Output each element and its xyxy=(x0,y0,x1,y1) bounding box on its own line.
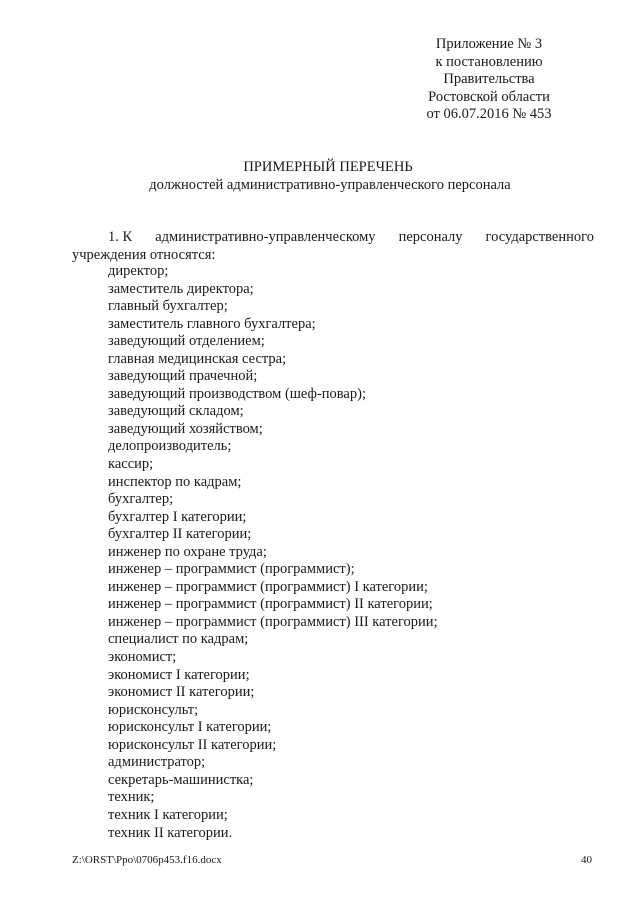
list-item: бухгалтер I категории; xyxy=(108,508,247,525)
list-item: кассир; xyxy=(108,456,154,473)
intro-paragraph xyxy=(72,229,594,264)
list-item: бухгалтер; xyxy=(108,491,174,508)
positions-list xyxy=(108,263,438,842)
list-item: специалист по кадрам; xyxy=(108,631,249,648)
list-item: директор; xyxy=(108,263,169,279)
list-item: юрисконсульт I категории; xyxy=(108,719,272,736)
intro-word: государственного xyxy=(485,229,594,245)
annex-line: Ростовской области xyxy=(428,88,550,105)
page-number: 40 xyxy=(581,854,592,866)
list-item: инженер – программист (программист); xyxy=(108,561,355,578)
list-item: техник; xyxy=(108,789,155,806)
intro-word: 1. К xyxy=(108,229,133,245)
list-item: юрисконсульт; xyxy=(108,701,199,718)
intro-first-line xyxy=(72,229,594,247)
list-item: техник I категории; xyxy=(108,806,228,823)
list-item: делопроизводитель; xyxy=(108,438,232,455)
intro-word: административно-управленческому xyxy=(155,229,376,245)
title-main: ПРИМЕРНЫЙ ПЕРЕЧЕНЬ xyxy=(243,159,413,175)
list-item: бухгалтер II категории; xyxy=(108,526,252,543)
list-item: инженер – программист (программист) III категории; xyxy=(108,613,438,630)
list-item: главная медицинская сестра; xyxy=(108,350,287,367)
list-item: заведующий хозяйством; xyxy=(108,420,263,437)
intro-second-line: учреждения относятся: xyxy=(72,246,216,263)
list-item: инженер по охране труда; xyxy=(108,543,267,560)
list-item: администратор; xyxy=(108,754,206,771)
list-item: заведующий отделением; xyxy=(108,333,265,350)
list-item: экономист; xyxy=(108,649,177,666)
list-item: экономист I категории; xyxy=(108,666,250,683)
intro-word: персоналу xyxy=(398,229,463,245)
annex-header xyxy=(394,36,584,124)
annex-line: к постановлению xyxy=(435,53,543,70)
list-item: инженер – программист (программист) II категории; xyxy=(108,596,433,613)
annex-line: Правительства xyxy=(443,71,535,87)
title-subtitle: должностей административно-управленческого персонала xyxy=(149,177,511,193)
footer-file-path: Z:\ORST\Ppo\0706p453.f16.docx xyxy=(72,854,222,866)
list-item: заведующий прачечной; xyxy=(108,368,258,385)
list-item: техник II категории. xyxy=(108,824,233,841)
annex-line: от 06.07.2016 № 453 xyxy=(426,106,552,122)
list-item: главный бухгалтер; xyxy=(108,298,228,315)
list-item: заместитель директора; xyxy=(108,280,254,297)
list-item: секретарь-машинистка; xyxy=(108,771,254,788)
list-item: заведующий складом; xyxy=(108,403,244,420)
list-item: заместитель главного бухгалтера; xyxy=(108,315,316,332)
annex-line: Приложение № 3 xyxy=(435,36,543,52)
list-item: инженер – программист (программист) I категории; xyxy=(108,578,428,595)
list-item: юрисконсульт II категории; xyxy=(108,736,277,753)
document-title xyxy=(0,158,640,194)
list-item: инспектор по кадрам; xyxy=(108,473,242,490)
list-item: заведующий производством (шеф-повар); xyxy=(108,385,366,402)
list-item: экономист II категории; xyxy=(108,684,255,701)
